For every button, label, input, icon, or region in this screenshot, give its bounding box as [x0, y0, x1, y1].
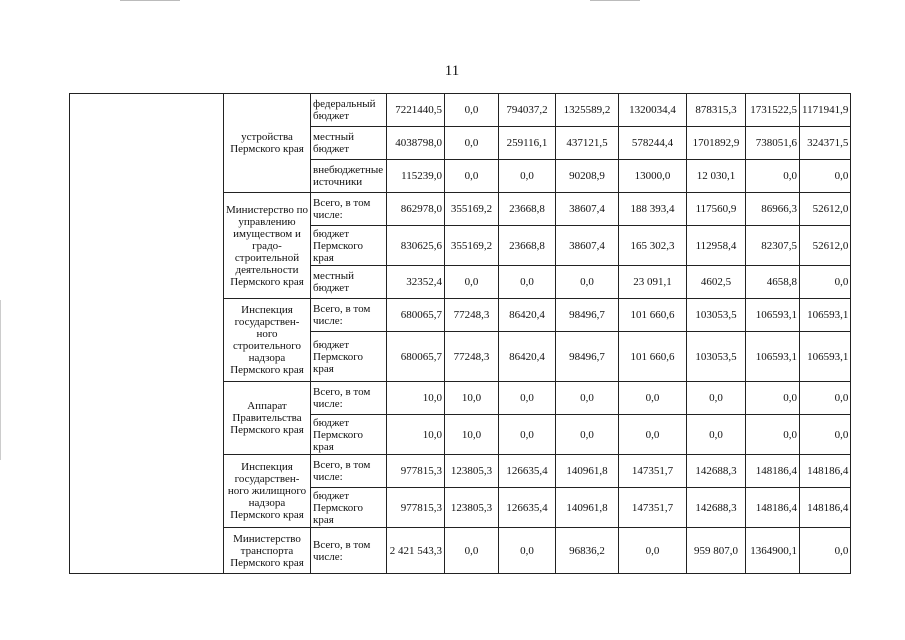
value-cell: 13000,0 [619, 160, 687, 193]
value-cell: 106593,1 [800, 299, 851, 332]
value-cell: 0,0 [619, 528, 687, 574]
value-cell: 977815,3 [387, 455, 445, 488]
value-cell: 106593,1 [746, 299, 800, 332]
value-cell: 140961,8 [556, 455, 619, 488]
value-cell: 10,0 [387, 382, 445, 415]
value-cell: 0,0 [499, 528, 556, 574]
value-cell: 0,0 [499, 160, 556, 193]
value-cell: 126635,4 [499, 455, 556, 488]
value-cell: 0,0 [445, 528, 499, 574]
value-cell: 977815,3 [387, 488, 445, 528]
value-cell: 0,0 [687, 382, 746, 415]
value-cell: 4602,5 [687, 266, 746, 299]
value-cell: 1320034,4 [619, 94, 687, 127]
value-cell: 0,0 [556, 266, 619, 299]
value-cell: 38607,4 [556, 226, 619, 266]
value-cell: 0,0 [800, 528, 851, 574]
value-cell: 738051,6 [746, 127, 800, 160]
page-number: 11 [444, 63, 460, 79]
value-cell: 86420,4 [499, 332, 556, 382]
value-cell: 10,0 [387, 415, 445, 455]
org-name-cell: Инспекция государствен-ного жилищного надзора Пермского края [224, 455, 311, 528]
funding-source-cell: местный бюджет [311, 127, 387, 160]
org-name-cell: Министерство по управлению имуществом и градо-строительной деятельности Пермского края [224, 193, 311, 299]
value-cell: 106593,1 [800, 332, 851, 382]
funding-source-cell: Всего, в том числе: [311, 193, 387, 226]
value-cell: 77248,3 [445, 332, 499, 382]
funding-source-cell: Всего, в том числе: [311, 299, 387, 332]
value-cell: 188 393,4 [619, 193, 687, 226]
value-cell: 0,0 [800, 160, 851, 193]
funding-source-cell: бюджет Пермского края [311, 226, 387, 266]
top-scan-mark-right [590, 0, 640, 1]
value-cell: 0,0 [619, 382, 687, 415]
org-name-cell: Инспекция государствен-ного строительного надзора Пермского края [224, 299, 311, 382]
blank-first-column [70, 94, 224, 574]
value-cell: 355169,2 [445, 226, 499, 266]
funding-source-cell: бюджет Пермского края [311, 488, 387, 528]
value-cell: 4658,8 [746, 266, 800, 299]
value-cell: 10,0 [445, 382, 499, 415]
value-cell: 38607,4 [556, 193, 619, 226]
value-cell: 148186,4 [746, 488, 800, 528]
table-body [70, 94, 851, 574]
value-cell: 52612,0 [800, 193, 851, 226]
funding-source-cell: местный бюджет [311, 266, 387, 299]
value-cell: 101 660,6 [619, 332, 687, 382]
value-cell: 0,0 [445, 127, 499, 160]
funding-source-cell: внебюджетные источники [311, 160, 387, 193]
value-cell: 578244,4 [619, 127, 687, 160]
value-cell: 0,0 [746, 160, 800, 193]
value-cell: 115239,0 [387, 160, 445, 193]
value-cell: 1731522,5 [746, 94, 800, 127]
value-cell: 82307,5 [746, 226, 800, 266]
value-cell: 117560,9 [687, 193, 746, 226]
value-cell: 142688,3 [687, 455, 746, 488]
funding-source-cell: бюджет Пермского края [311, 415, 387, 455]
funding-source-cell: Всего, в том числе: [311, 455, 387, 488]
value-cell: 1701892,9 [687, 127, 746, 160]
value-cell: 680065,7 [387, 332, 445, 382]
value-cell: 32352,4 [387, 266, 445, 299]
table-row [70, 94, 851, 127]
value-cell: 862978,0 [387, 193, 445, 226]
value-cell: 103053,5 [687, 332, 746, 382]
funding-source-cell: бюджет Пермского края [311, 332, 387, 382]
value-cell: 148186,4 [800, 488, 851, 528]
value-cell: 23668,8 [499, 193, 556, 226]
value-cell: 0,0 [800, 266, 851, 299]
value-cell: 0,0 [499, 415, 556, 455]
value-cell: 259116,1 [499, 127, 556, 160]
value-cell: 0,0 [619, 415, 687, 455]
funding-source-cell: Всего, в том числе: [311, 382, 387, 415]
value-cell: 142688,3 [687, 488, 746, 528]
value-cell: 148186,4 [746, 455, 800, 488]
value-cell: 148186,4 [800, 455, 851, 488]
value-cell: 1171941,9 [800, 94, 851, 127]
value-cell: 10,0 [445, 415, 499, 455]
value-cell: 355169,2 [445, 193, 499, 226]
value-cell: 126635,4 [499, 488, 556, 528]
value-cell: 437121,5 [556, 127, 619, 160]
value-cell: 0,0 [499, 382, 556, 415]
value-cell: 147351,7 [619, 488, 687, 528]
value-cell: 0,0 [687, 415, 746, 455]
value-cell: 0,0 [556, 382, 619, 415]
value-cell: 0,0 [746, 382, 800, 415]
value-cell: 23668,8 [499, 226, 556, 266]
value-cell: 96836,2 [556, 528, 619, 574]
value-cell: 52612,0 [800, 226, 851, 266]
funding-source-cell: федеральный бюджет [311, 94, 387, 127]
value-cell: 86420,4 [499, 299, 556, 332]
value-cell: 98496,7 [556, 299, 619, 332]
value-cell: 0,0 [746, 415, 800, 455]
value-cell: 1364900,1 [746, 528, 800, 574]
value-cell: 86966,3 [746, 193, 800, 226]
value-cell: 878315,3 [687, 94, 746, 127]
left-scan-mark [0, 300, 1, 460]
value-cell: 77248,3 [445, 299, 499, 332]
value-cell: 0,0 [445, 266, 499, 299]
value-cell: 0,0 [556, 415, 619, 455]
org-name-cell: устройства Пермского края [224, 94, 311, 193]
value-cell: 106593,1 [746, 332, 800, 382]
value-cell: 98496,7 [556, 332, 619, 382]
value-cell: 0,0 [445, 94, 499, 127]
value-cell: 680065,7 [387, 299, 445, 332]
value-cell: 112958,4 [687, 226, 746, 266]
value-cell: 0,0 [445, 160, 499, 193]
value-cell: 959 807,0 [687, 528, 746, 574]
value-cell: 324371,5 [800, 127, 851, 160]
value-cell: 12 030,1 [687, 160, 746, 193]
value-cell: 1325589,2 [556, 94, 619, 127]
value-cell: 2 421 543,3 [387, 528, 445, 574]
org-name-cell: Аппарат Правительства Пермского края [224, 382, 311, 455]
value-cell: 23 091,1 [619, 266, 687, 299]
value-cell: 103053,5 [687, 299, 746, 332]
value-cell: 794037,2 [499, 94, 556, 127]
value-cell: 0,0 [800, 415, 851, 455]
value-cell: 0,0 [800, 382, 851, 415]
value-cell: 165 302,3 [619, 226, 687, 266]
org-name-cell: Министерство транспорта Пермского края [224, 528, 311, 574]
funding-source-cell: Всего, в том числе: [311, 528, 387, 574]
value-cell: 830625,6 [387, 226, 445, 266]
value-cell: 147351,7 [619, 455, 687, 488]
value-cell: 4038798,0 [387, 127, 445, 160]
value-cell: 123805,3 [445, 488, 499, 528]
value-cell: 101 660,6 [619, 299, 687, 332]
value-cell: 0,0 [499, 266, 556, 299]
budget-table [69, 93, 851, 574]
value-cell: 123805,3 [445, 455, 499, 488]
top-scan-mark-left [120, 0, 180, 1]
value-cell: 140961,8 [556, 488, 619, 528]
value-cell: 7221440,5 [387, 94, 445, 127]
value-cell: 90208,9 [556, 160, 619, 193]
